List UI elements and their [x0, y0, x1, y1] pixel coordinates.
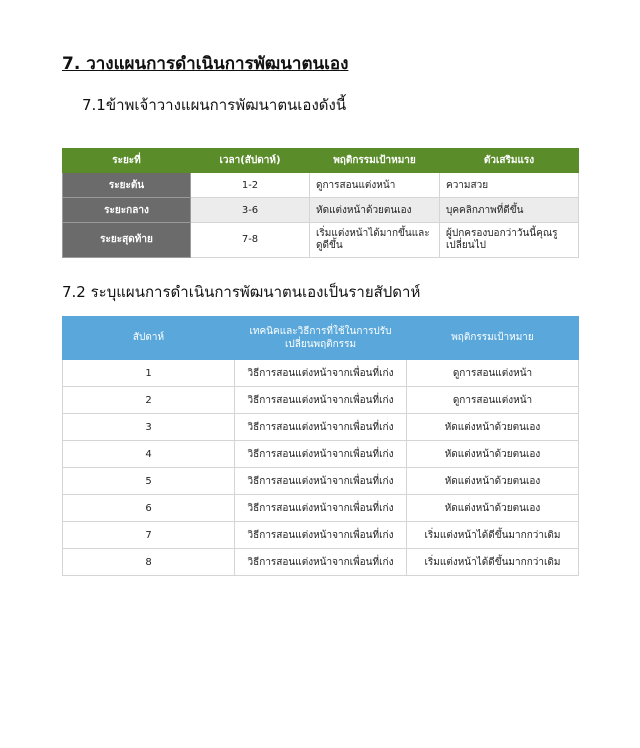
table-row — [63, 522, 579, 549]
week-cell: 1 — [63, 360, 235, 387]
week-cell: 5 — [63, 468, 235, 495]
table-row — [63, 387, 579, 414]
reinforcer-cell: บุคคลิกภาพที่ดีขึ้น — [440, 198, 579, 223]
week-cell: 7 — [63, 522, 235, 549]
week-cell: 8 — [63, 549, 235, 576]
behavior-cell: ดูการสอนแต่งหน้า — [310, 173, 440, 198]
table-row — [63, 549, 579, 576]
behavior-cell: เริ่มแต่งหน้าได้มากขึ้นและดูดีขึ้น — [310, 223, 440, 258]
weekly-plan-table — [62, 316, 579, 576]
phase-cell: ระยะกลาง — [63, 198, 191, 223]
reinforcer-cell: ความสวย — [440, 173, 579, 198]
table-row — [63, 495, 579, 522]
header-technique: เทคนิคและวิธีการที่ใช้ในการปรับเปลี่ยนพฤติกรรม — [235, 317, 407, 360]
table-row — [63, 414, 579, 441]
table-row — [63, 198, 579, 223]
table-row — [63, 360, 579, 387]
phase-cell: ระยะต้น — [63, 173, 191, 198]
week-cell: 4 — [63, 441, 235, 468]
technique-cell: วิธีการสอนแต่งหน้าจากเพื่อนที่เก่ง — [235, 468, 407, 495]
behavior-cell: ดูการสอนแต่งหน้า — [407, 360, 579, 387]
table-row — [63, 441, 579, 468]
header-week: สัปดาห์ — [63, 317, 235, 360]
technique-cell: วิธีการสอนแต่งหน้าจากเพื่อนที่เก่ง — [235, 495, 407, 522]
behavior-cell: หัดแต่งหน้าด้วยตนเอง — [407, 468, 579, 495]
behavior-cell: หัดแต่งหน้าด้วยตนเอง — [407, 414, 579, 441]
header-reinforcer: ตัวเสริมแรง — [440, 149, 579, 173]
table-row — [63, 468, 579, 495]
reinforcer-cell: ผู้ปกครองบอกว่าวันนี้คุณรูเปลี่ยนไป — [440, 223, 579, 258]
table-row — [63, 223, 579, 258]
behavior-cell: เริ่มแต่งหน้าได้ดีขึ้นมากกว่าเดิม — [407, 549, 579, 576]
section-7-2-title: 7.2 ระบุแผนการดำเนินการพัฒนาตนเองเป็นรายสัปดาห์ — [62, 283, 421, 301]
table-row — [63, 173, 579, 198]
header-target-behavior: พฤติกรรมเป้าหมาย — [407, 317, 579, 360]
phase-cell: ระยะสุดท้าย — [63, 223, 191, 258]
technique-cell: วิธีการสอนแต่งหน้าจากเพื่อนที่เก่ง — [235, 360, 407, 387]
header-phase: ระยะที่ — [63, 149, 191, 173]
heading-main: 7. วางแผนการดำเนินการพัฒนาตนเอง — [62, 54, 349, 74]
behavior-cell: หัดแต่งหน้าด้วยตนเอง — [310, 198, 440, 223]
header-weeks: เวลา(สัปดาห์) — [191, 149, 310, 173]
header-target-behavior: พฤติกรรมเป้าหมาย — [310, 149, 440, 173]
technique-cell: วิธีการสอนแต่งหน้าจากเพื่อนที่เก่ง — [235, 387, 407, 414]
behavior-cell: ดูการสอนแต่งหน้า — [407, 387, 579, 414]
table-header-row — [63, 149, 579, 173]
week-cell: 6 — [63, 495, 235, 522]
weeks-cell: 7-8 — [191, 223, 310, 258]
section-7-1-title: 7.1ข้าพเจ้าวางแผนการพัฒนาตนเองดังนี้ — [82, 96, 347, 114]
technique-cell: วิธีการสอนแต่งหน้าจากเพื่อนที่เก่ง — [235, 522, 407, 549]
technique-cell: วิธีการสอนแต่งหน้าจากเพื่อนที่เก่ง — [235, 441, 407, 468]
week-cell: 2 — [63, 387, 235, 414]
week-cell: 3 — [63, 414, 235, 441]
behavior-cell: เริ่มแต่งหน้าได้ดีขึ้นมากกว่าเดิม — [407, 522, 579, 549]
technique-cell: วิธีการสอนแต่งหน้าจากเพื่อนที่เก่ง — [235, 549, 407, 576]
behavior-cell: หัดแต่งหน้าด้วยตนเอง — [407, 441, 579, 468]
table-header-row — [63, 317, 579, 360]
weeks-cell: 3-6 — [191, 198, 310, 223]
plan-phase-table — [62, 148, 579, 258]
weeks-cell: 1-2 — [191, 173, 310, 198]
behavior-cell: หัดแต่งหน้าด้วยตนเอง — [407, 495, 579, 522]
technique-cell: วิธีการสอนแต่งหน้าจากเพื่อนที่เก่ง — [235, 414, 407, 441]
